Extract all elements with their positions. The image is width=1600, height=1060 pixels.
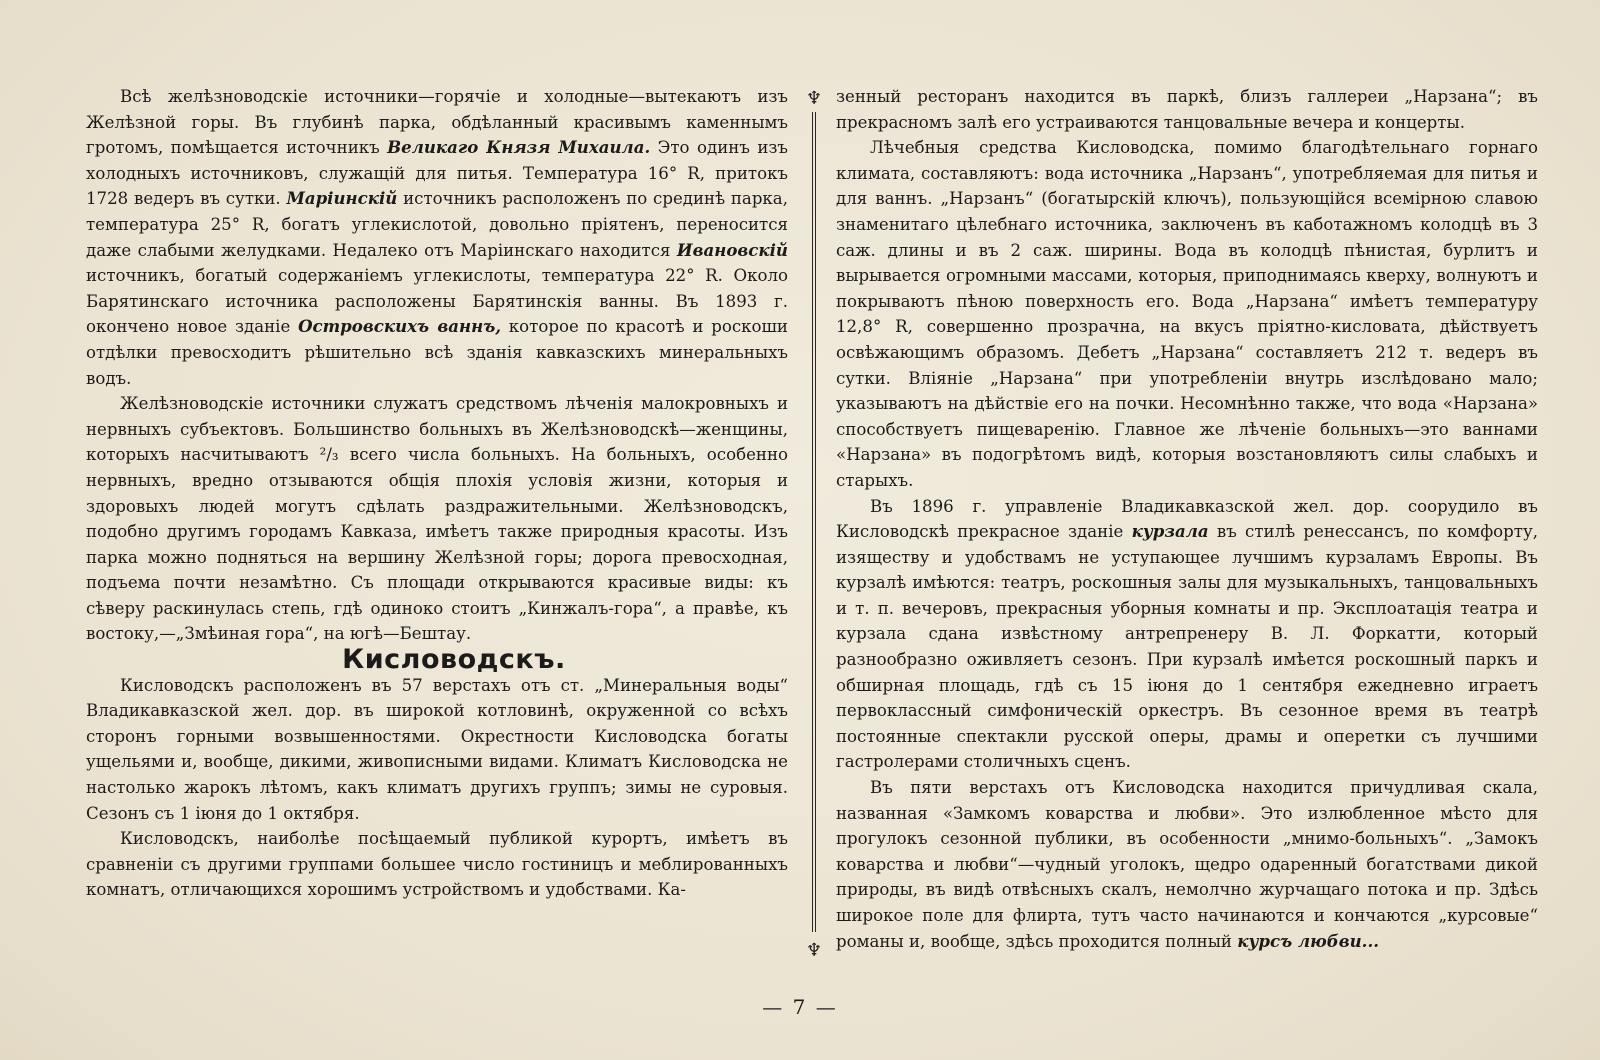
section-heading: Кисловодскъ. [342, 644, 566, 676]
paragraph: Желѣзноводскіе источники служатъ средствомъ лѣченія малокровныхъ и нервныхъ субъектовъ. Большинство больныхъ въ Желѣзноводскѣ—женщины, которыхъ насчитываютъ ²/₃ всего числа больныхъ. На больныхъ, особенно нервныхъ, вредно отзываются общія плохія условія жизни, которыя и здоровыхъ людей могутъ сдѣлать раздражительными. Желѣзноводскъ, подобно другимъ городамъ Кавказа, имѣетъ также природныя красоты. Изъ парка можно подняться на вершину Желѣзной горы; дорога превосходная, подъема почти незамѣтно. Съ площади открываются красивые виды: къ сѣверу раскинулась степь, гдѣ одиноко стоитъ „Кинжалъ-гора“, а правѣе, къ востоку,—„Змѣиная гора“, на югѣ—Бештау. [86, 394, 788, 644]
column-divider [806, 86, 823, 961]
left-column [86, 84, 788, 903]
paragraph: Лѣчебныя средства Кисловодска, помимо благодѣтельнаго горнаго климата, составляютъ: вода источника „Нарзанъ“, употребляемая для питья и для ваннъ. „Нарзанъ“ (богатырскій ключъ), пользующійся всемірною славою знаменитаго цѣлебнаго источника, заключенъ въ каботажномъ колодцѣ въ 3 саж. длины и въ 2 саж. ширины. Вода въ колодцѣ пѣнистая, бурлитъ и вырывается огромными массами, которыя, приподнимаясь кверху, волнуютъ и покрываютъ пѣною поверхность его. Вода „Нарзана“ имѣетъ температуру 12,8° R, совершенно прозрачна, на вкусъ пріятно-кисловата, дѣйствуетъ освѣжающимъ образомъ. Дебетъ „Нарзана“ составляетъ 212 т. ведеръ въ сутки. Вліяніе „Нарзана“ при употребленіи внутрь изслѣдовано мало; указываютъ на дѣйствіе его на почки. Несомнѣнно также, что вода «Нарзана» способствуетъ пищеваренію. Главное же лѣченіе больныхъ—это ваннами «Нарзана» въ подогрѣтомъ видѣ, которыя возстановляютъ силы слабыхъ и старыхъ. [836, 138, 1538, 490]
paragraph: Въ пяти верстахъ отъ Кисловодска находится причудливая скала, названная «Замкомъ коварства и любви». Это излюбленное мѣсто для прогулокъ сезонной публики, въ особенности „мнимо-больныхъ“. „Замокъ коварства и любви“—чудный уголокъ, щедро одаренный богатствами дикой природы, въ видѣ отвѣсныхъ скалъ, немолчно журчащаго потока и пр. Здѣсь широкое поле для флирта, тутъ часто начинаются и кончаются „курсовые“ романы и, вообще, здѣсь проходится полный курсъ любви... [836, 778, 1538, 951]
ornament-top-icon: ♆ [806, 88, 823, 109]
emphasized-text: Маріинскій [286, 188, 398, 209]
right-column [836, 84, 1538, 954]
paragraph: Въ 1896 г. управленіе Владикавказской жел. дор. соорудило въ Кисловодскѣ прекрасное зданіе курзала въ стилѣ ренессансъ, по комфорту, изяществу и удобствамъ не уступающее лучшимъ курзаламъ Европы. Въ курзалѣ имѣются: театръ, роскошныя залы для музыкальныхъ, танцовальныхъ и т. п. вечеровъ, прекрасныя уборныя комнаты и пр. Эксплоатація театра и курзала сдана извѣстному антрепренеру В. Л. Форкатти, который разнообразно оживляетъ сезонъ. При курзалѣ имѣется роскошный паркъ и обширная площадь, гдѣ съ 15 іюня до 1 сентября ежедневно играетъ первоклассный симфоническій оркестръ. Въ сезонное время въ театрѣ постоянные спектакли русской оперы, драмы и оперетки съ лучшими гастролерами столичныхъ сценъ. [836, 496, 1539, 772]
emphasized-text: Великаго Князя Михаила. [387, 137, 651, 158]
paragraph: Всѣ желѣзноводскіе источники—горячіе и холодные—вытекаютъ изъ Желѣзной горы. Въ глубинѣ парка, обдѣланный красивымъ каменнымъ гротомъ, помѣщается источникъ Великаго Князя Михаила. Это одинъ изъ холодныхъ источниковъ, служащій для питья. Температура 16° R, притокъ 1728 ведеръ въ сутки. Маріинскій источникъ расположенъ по срединѣ парка, температура 25° R, богатъ углекислотой, довольно пріятенъ, переносится даже слабыми желудками. Недалеко отъ Маріинскаго находится Ивановскій источникъ, богатый содержаніемъ углекислоты, температура 22° R. Около Барятинскаго источника расположены Барятинскія ванны. Въ 1893 г. окончено новое зданіе Островскихъ ваннъ, которое по красотѣ и роскоши отдѣлки превосходитъ рѣшительно всѣ зданія кавказскихъ минеральныхъ водъ. [86, 87, 788, 388]
ornament-bottom-icon: ♆ [806, 940, 823, 961]
divider-rule [812, 112, 816, 932]
page-number: — 7 — [762, 995, 838, 1019]
emphasized-text: курсъ любви... [1237, 930, 1380, 951]
paragraph: Кисловодскъ расположенъ въ 57 верстахъ отъ ст. „Минеральныя воды“ Владикавказской жел. дор. въ широкой котловинѣ, окруженной со всѣхъ сторонъ горными возвышенностями. Окрестности Кисловодска богаты ущельями и, вообще, дикими, живописными видами. Климатъ Кисловодска не настолько жарокъ лѣтомъ, какъ климатъ другихъ группъ; зимы не суровыя. Сезонъ съ 1 іюня до 1 октября. [86, 675, 788, 823]
paragraph: Кисловодскъ, наиболѣе посѣщаемый публикой курортъ, имѣетъ въ сравненіи съ другими группами большее число гостиницъ и меблированныхъ комнатъ, отличающихся хорошимъ устройствомъ и удобствами. Ка- [86, 829, 788, 900]
emphasized-text: курзала [1131, 521, 1209, 542]
emphasized-text: Островскихъ ваннъ, [298, 316, 502, 337]
emphasized-text: Ивановскій [676, 239, 788, 260]
paragraph: зенный ресторанъ находится въ паркѣ, близъ галлереи „Нарзана“; въ прекрасномъ залѣ его устраиваются танцовальные вечера и концерты. [836, 87, 1538, 132]
